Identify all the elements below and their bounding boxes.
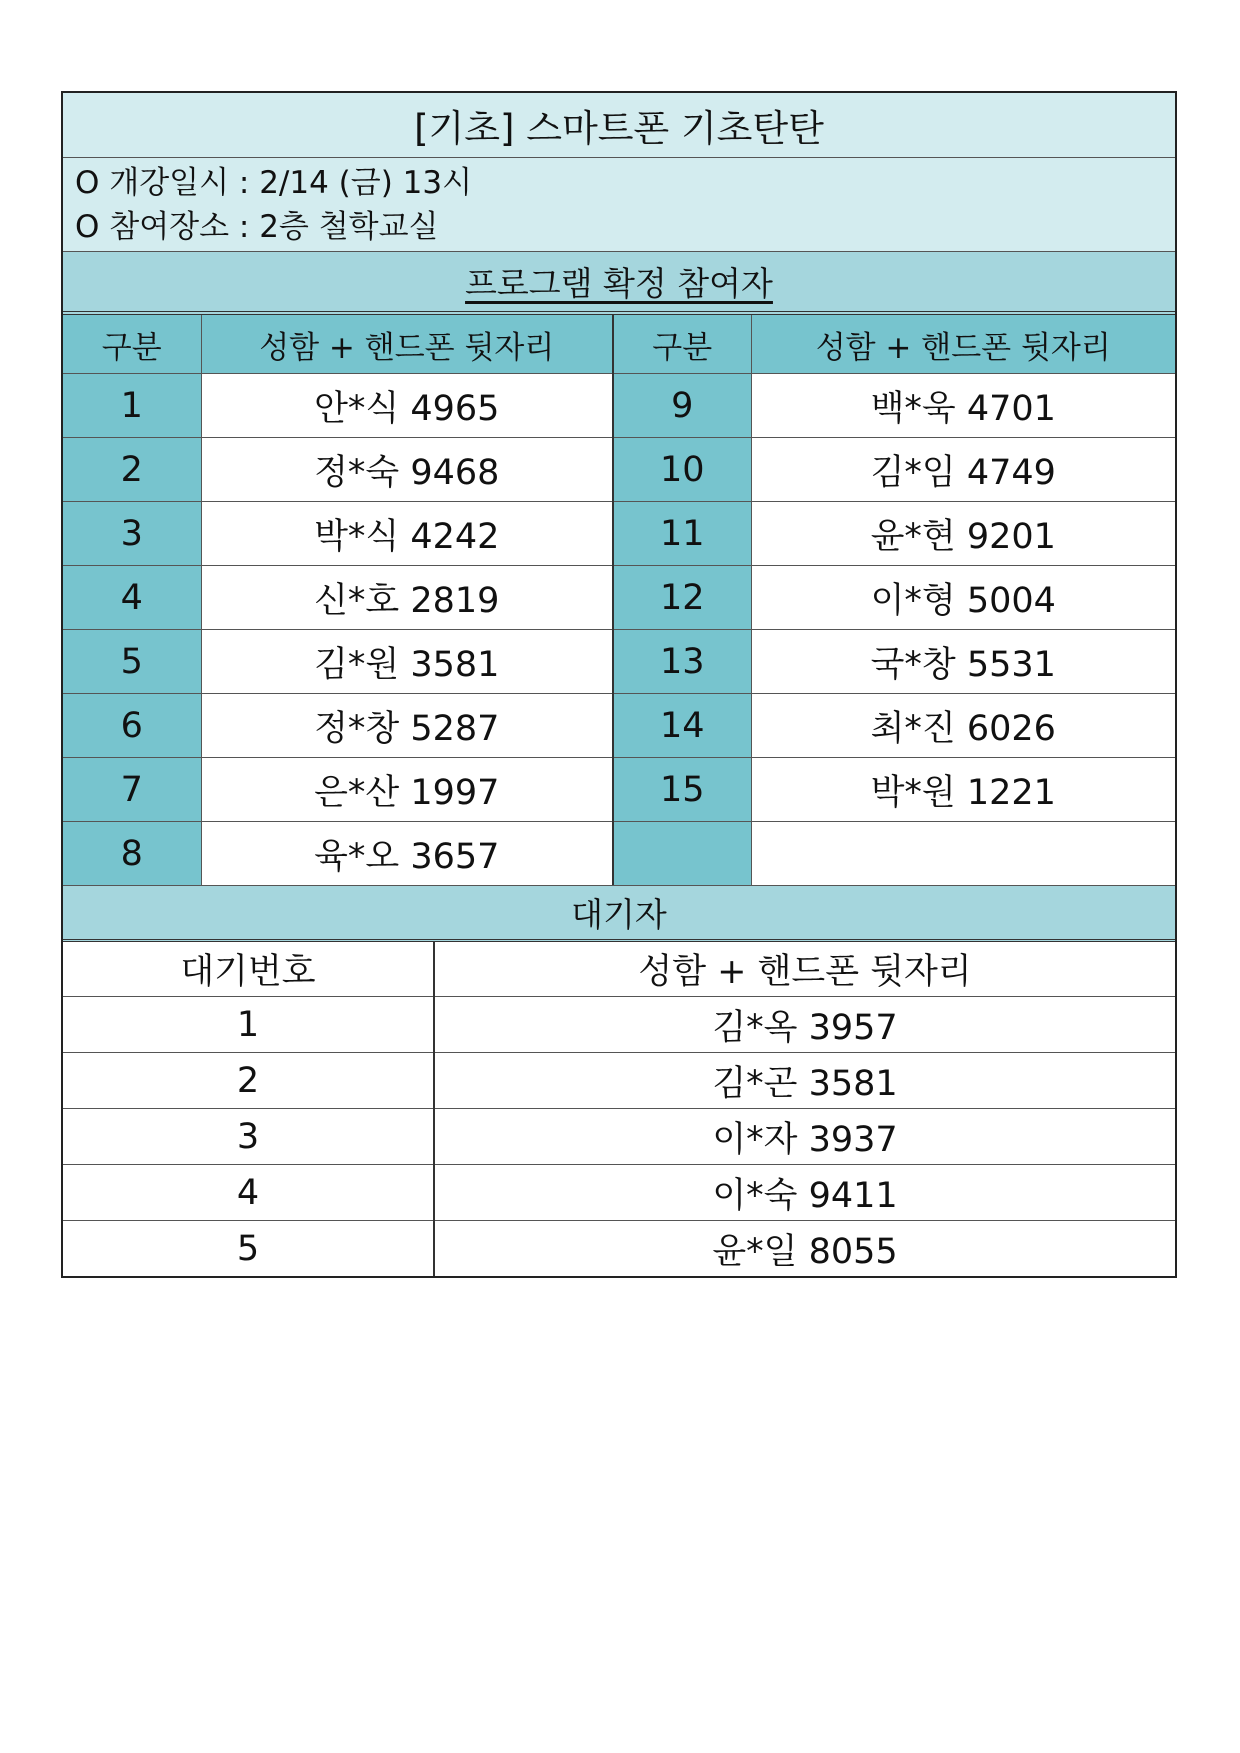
waiting-list-table — [63, 942, 1175, 1276]
table-row — [63, 438, 1175, 502]
waiting-name: 김*곤 3581 — [434, 1053, 1175, 1109]
schedule-line: O 개강일시 : 2/14 (금) 13시 — [75, 164, 473, 201]
table-row — [63, 822, 1175, 886]
table-row — [63, 1053, 1175, 1109]
program-info — [63, 158, 1175, 252]
table-row — [63, 758, 1175, 822]
column-header-number-left: 구분 — [63, 315, 201, 374]
participant-number: 4 — [63, 566, 201, 630]
participant-name: 국*창 5531 — [751, 630, 1175, 694]
waiting-name: 이*숙 9411 — [434, 1165, 1175, 1221]
participant-name: 백*욱 4701 — [751, 374, 1175, 438]
table-header-row — [63, 315, 1175, 374]
table-row — [63, 1165, 1175, 1221]
participant-name: 안*식 4965 — [201, 374, 613, 438]
participant-name: 정*숙 9468 — [201, 438, 613, 502]
column-header-name: 성함 + 핸드폰 뒷자리 — [434, 942, 1175, 997]
participant-number: 8 — [63, 822, 201, 886]
waiting-heading: 대기자 — [63, 885, 1175, 942]
column-header-name-right: 성함 + 핸드폰 뒷자리 — [751, 315, 1175, 374]
participant-name: 육*오 3657 — [201, 822, 613, 886]
table-header-row — [63, 942, 1175, 997]
table-row — [63, 630, 1175, 694]
column-header-name-left: 성함 + 핸드폰 뒷자리 — [201, 315, 613, 374]
participant-number: 14 — [613, 694, 751, 758]
waiting-number: 1 — [63, 997, 434, 1053]
table-row — [63, 694, 1175, 758]
roster-sheet — [61, 91, 1177, 1278]
participant-name: 정*창 5287 — [201, 694, 613, 758]
participant-number: 7 — [63, 758, 201, 822]
participant-name: 박*식 4242 — [201, 502, 613, 566]
participant-number: 15 — [613, 758, 751, 822]
location-line: O 참여장소 : 2층 철학교실 — [75, 208, 439, 245]
participant-name: 최*진 6026 — [751, 694, 1175, 758]
waiting-number: 5 — [63, 1221, 434, 1277]
table-row — [63, 1221, 1175, 1277]
participant-number — [613, 822, 751, 886]
participant-number: 11 — [613, 502, 751, 566]
participant-number: 10 — [613, 438, 751, 502]
participant-number: 12 — [613, 566, 751, 630]
table-row — [63, 566, 1175, 630]
participant-number: 2 — [63, 438, 201, 502]
column-header-waiting-number: 대기번호 — [63, 942, 434, 997]
table-row — [63, 997, 1175, 1053]
participant-name — [751, 822, 1175, 886]
participant-name: 김*임 4749 — [751, 438, 1175, 502]
participant-number: 3 — [63, 502, 201, 566]
participant-name: 은*산 1997 — [201, 758, 613, 822]
participant-name: 신*호 2819 — [201, 566, 613, 630]
waiting-number: 2 — [63, 1053, 434, 1109]
participant-number: 5 — [63, 630, 201, 694]
waiting-name: 이*자 3937 — [434, 1109, 1175, 1165]
confirmed-participants-table — [63, 315, 1175, 885]
participant-number: 9 — [613, 374, 751, 438]
waiting-name: 김*옥 3957 — [434, 997, 1175, 1053]
participant-number: 6 — [63, 694, 201, 758]
participant-name: 이*형 5004 — [751, 566, 1175, 630]
waiting-number: 3 — [63, 1109, 434, 1165]
participant-name: 윤*현 9201 — [751, 502, 1175, 566]
participant-number: 13 — [613, 630, 751, 694]
document-title: [기초] 스마트폰 기초탄탄 — [63, 93, 1175, 158]
waiting-name: 윤*일 8055 — [712, 1231, 898, 1272]
confirmed-heading: 프로그램 확정 참여자 — [63, 252, 1175, 315]
participant-name: 박*원 1221 — [751, 758, 1175, 822]
table-row — [63, 1109, 1175, 1165]
waiting-number: 4 — [63, 1165, 434, 1221]
table-row — [63, 374, 1175, 438]
column-header-number-right: 구분 — [613, 315, 751, 374]
participant-name: 김*원 3581 — [201, 630, 613, 694]
participant-number: 1 — [63, 374, 201, 438]
table-row — [63, 502, 1175, 566]
